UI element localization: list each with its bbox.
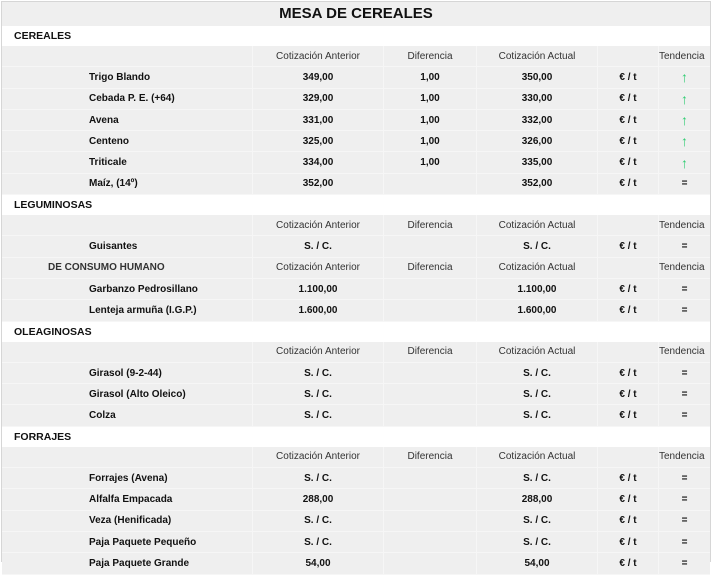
equal-icon: = <box>659 489 711 510</box>
trend-cell <box>659 88 711 109</box>
difference <box>384 553 477 574</box>
table-forrajes <box>2 447 710 575</box>
arrow-up-icon: ↑ <box>681 133 688 150</box>
header-diff: Diferencia <box>384 215 477 236</box>
header-diff: Diferencia <box>384 46 477 67</box>
product-name: Lenteja armuña (I.G.P.) <box>2 300 253 321</box>
header-cur: Cotización Actual <box>477 447 598 468</box>
product-name: Paja Paquete Grande <box>2 553 253 574</box>
trend-cell <box>659 131 711 152</box>
equal-icon: = <box>659 531 711 552</box>
equal-icon: = <box>659 300 711 321</box>
unit: € / t <box>598 278 659 299</box>
current-price: S. / C. <box>477 362 598 383</box>
product-name: Girasol (Alto Oleico) <box>2 384 253 405</box>
header-trend: Tendencia <box>659 447 711 468</box>
prev-price: 352,00 <box>253 173 384 194</box>
prev-price: 334,00 <box>253 152 384 173</box>
table-row <box>2 362 710 383</box>
unit: € / t <box>598 510 659 531</box>
table-row <box>2 67 710 88</box>
unit: € / t <box>598 468 659 489</box>
difference <box>384 300 477 321</box>
unit: € / t <box>598 553 659 574</box>
header-trend: Tendencia <box>659 215 711 236</box>
header-name <box>2 447 253 468</box>
difference <box>384 510 477 531</box>
difference <box>384 405 477 426</box>
table-cereales <box>2 46 710 195</box>
section-forrajes: FORRAJES <box>2 427 710 447</box>
table-row <box>2 236 710 257</box>
equal-icon: = <box>659 553 711 574</box>
trend-cell <box>659 152 711 173</box>
unit: € / t <box>598 152 659 173</box>
table-row <box>2 468 710 489</box>
arrow-up-icon: ↑ <box>681 112 688 129</box>
product-name: Trigo Blando <box>2 67 253 88</box>
table-row <box>2 88 710 109</box>
header-name <box>2 342 253 363</box>
difference <box>384 468 477 489</box>
arrow-up-icon: ↑ <box>681 90 688 107</box>
difference <box>384 173 477 194</box>
product-name: Cebada P. E. (+64) <box>2 88 253 109</box>
current-price: 1.600,00 <box>477 300 598 321</box>
unit: € / t <box>598 109 659 130</box>
prev-price: 349,00 <box>253 67 384 88</box>
prev-price: S. / C. <box>253 236 384 257</box>
table-oleaginosas <box>2 342 710 427</box>
equal-icon: = <box>659 468 711 489</box>
header-trend: Tendencia <box>659 342 711 363</box>
product-name: Avena <box>2 109 253 130</box>
header-cur: Cotización Actual <box>477 257 598 278</box>
header-name <box>2 46 253 67</box>
difference: 1,00 <box>384 109 477 130</box>
subsection-header <box>2 257 710 278</box>
current-price: S. / C. <box>477 236 598 257</box>
unit: € / t <box>598 384 659 405</box>
table-row <box>2 553 710 574</box>
equal-icon: = <box>659 405 711 426</box>
header-cur: Cotización Actual <box>477 215 598 236</box>
current-price: S. / C. <box>477 531 598 552</box>
header-unit <box>598 447 659 468</box>
difference: 1,00 <box>384 88 477 109</box>
difference <box>384 489 477 510</box>
prev-price: S. / C. <box>253 468 384 489</box>
prev-price: 1.600,00 <box>253 300 384 321</box>
prev-price: S. / C. <box>253 362 384 383</box>
prev-price: 288,00 <box>253 489 384 510</box>
table-header <box>2 447 710 468</box>
product-name: Centeno <box>2 131 253 152</box>
table-header <box>2 215 710 236</box>
current-price: 332,00 <box>477 109 598 130</box>
prev-price: 1.100,00 <box>253 278 384 299</box>
prev-price: 331,00 <box>253 109 384 130</box>
table-row <box>2 531 710 552</box>
table-row <box>2 300 710 321</box>
difference: 1,00 <box>384 131 477 152</box>
prev-price: S. / C. <box>253 384 384 405</box>
prev-price: 329,00 <box>253 88 384 109</box>
current-price: 1.100,00 <box>477 278 598 299</box>
unit: € / t <box>598 88 659 109</box>
current-price: 288,00 <box>477 489 598 510</box>
header-trend: Tendencia <box>659 257 711 278</box>
current-price: S. / C. <box>477 405 598 426</box>
equal-icon: = <box>659 510 711 531</box>
difference <box>384 384 477 405</box>
product-name: Guisantes <box>2 236 253 257</box>
table-row <box>2 152 710 173</box>
header-prev: Cotización Anterior <box>253 447 384 468</box>
header-prev: Cotización Anterior <box>253 46 384 67</box>
unit: € / t <box>598 405 659 426</box>
header-name <box>2 215 253 236</box>
unit: € / t <box>598 67 659 88</box>
difference: 1,00 <box>384 67 477 88</box>
current-price: 54,00 <box>477 553 598 574</box>
header-prev: Cotización Anterior <box>253 257 384 278</box>
unit: € / t <box>598 236 659 257</box>
table-row <box>2 173 710 194</box>
header-unit <box>598 257 659 278</box>
product-name: Colza <box>2 405 253 426</box>
table-row <box>2 278 710 299</box>
difference <box>384 278 477 299</box>
equal-icon: = <box>659 278 711 299</box>
header-unit <box>598 215 659 236</box>
section-oleaginosas: OLEAGINOSAS <box>2 322 710 342</box>
arrow-up-icon: ↑ <box>681 154 688 171</box>
equal-icon: = <box>659 362 711 383</box>
trend-cell <box>659 109 711 130</box>
unit: € / t <box>598 173 659 194</box>
table-row <box>2 131 710 152</box>
current-price: 352,00 <box>477 173 598 194</box>
table-row <box>2 489 710 510</box>
equal-icon: = <box>659 173 711 194</box>
current-price: S. / C. <box>477 384 598 405</box>
prev-price: S. / C. <box>253 510 384 531</box>
difference <box>384 236 477 257</box>
header-prev: Cotización Anterior <box>253 215 384 236</box>
unit: € / t <box>598 531 659 552</box>
arrow-up-icon: ↑ <box>681 69 688 86</box>
page-title: MESA DE CEREALES <box>2 2 710 26</box>
unit: € / t <box>598 131 659 152</box>
prev-price: S. / C. <box>253 405 384 426</box>
section-cereales: CEREALES <box>2 26 710 46</box>
table-header <box>2 342 710 363</box>
header-unit <box>598 342 659 363</box>
product-name: Triticale <box>2 152 253 173</box>
current-price: S. / C. <box>477 468 598 489</box>
current-price: 350,00 <box>477 67 598 88</box>
header-trend: Tendencia <box>659 46 711 67</box>
product-name: Alfalfa Empacada <box>2 489 253 510</box>
header-prev: Cotización Anterior <box>253 342 384 363</box>
header-diff: Diferencia <box>384 447 477 468</box>
header-cur: Cotización Actual <box>477 342 598 363</box>
equal-icon: = <box>659 236 711 257</box>
table-row <box>2 384 710 405</box>
table-header <box>2 46 710 67</box>
product-name: Forrajes (Avena) <box>2 468 253 489</box>
trend-cell <box>659 67 711 88</box>
product-name: Paja Paquete Pequeño <box>2 531 253 552</box>
current-price: 330,00 <box>477 88 598 109</box>
product-name: Veza (Henificada) <box>2 510 253 531</box>
header-diff: Diferencia <box>384 257 477 278</box>
subsection-title: DE CONSUMO HUMANO <box>2 257 253 278</box>
header-diff: Diferencia <box>384 342 477 363</box>
current-price: 335,00 <box>477 152 598 173</box>
unit: € / t <box>598 300 659 321</box>
table-leguminosas <box>2 215 710 321</box>
difference: 1,00 <box>384 152 477 173</box>
equal-icon: = <box>659 384 711 405</box>
prev-price: 54,00 <box>253 553 384 574</box>
unit: € / t <box>598 362 659 383</box>
table-row <box>2 405 710 426</box>
prev-price: 325,00 <box>253 131 384 152</box>
table-row <box>2 109 710 130</box>
product-name: Girasol (9-2-44) <box>2 362 253 383</box>
product-name: Maíz, (14º) <box>2 173 253 194</box>
current-price: S. / C. <box>477 510 598 531</box>
table-row <box>2 510 710 531</box>
header-unit <box>598 46 659 67</box>
header-cur: Cotización Actual <box>477 46 598 67</box>
product-name: Garbanzo Pedrosillano <box>2 278 253 299</box>
section-leguminosas: LEGUMINOSAS <box>2 195 710 215</box>
price-board <box>1 1 711 569</box>
current-price: 326,00 <box>477 131 598 152</box>
prev-price: S. / C. <box>253 531 384 552</box>
difference <box>384 531 477 552</box>
unit: € / t <box>598 489 659 510</box>
difference <box>384 362 477 383</box>
